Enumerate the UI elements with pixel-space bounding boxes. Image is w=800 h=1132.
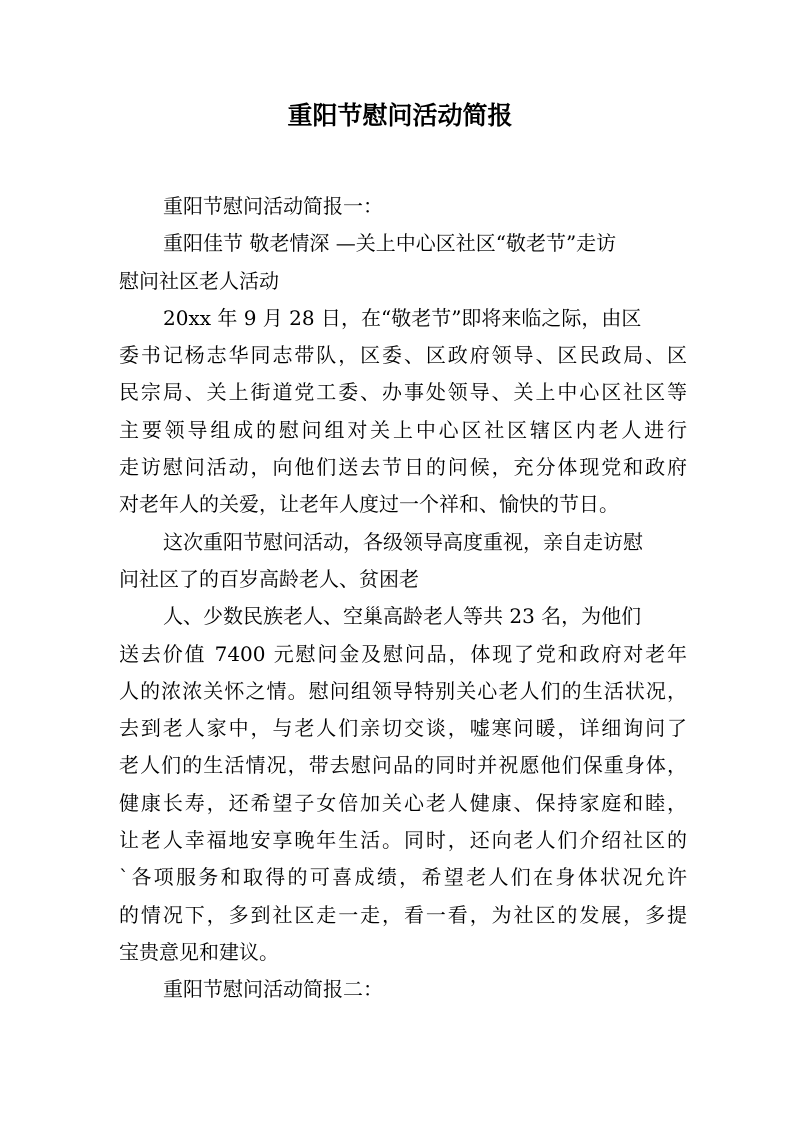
paragraph-line: 老人们的生活情况，带去慰问品的同时并祝愿他们保重身体， [119,753,687,778]
paragraph-line: `各项服务和取得的可喜成绩，希望老人们在身体状况允许 [119,865,687,890]
document-title: 重阳节慰问活动简报 [287,101,513,130]
paragraph-line: 人、少数民族老人、空巢高龄老人等共 23 名，为他们 [163,604,642,629]
section-heading: 重阳节慰问活动简报二： [163,977,383,1002]
paragraph-line: 这次重阳节慰问活动，各级领导高度重视，亲自走访慰 [163,529,643,554]
paragraph-line: 的情况下，多到社区走一走，看一看，为社区的发展，多提 [119,902,687,927]
document-body [119,188,687,1009]
paragraph-line: 送去价值 7400 元慰问金及慰问品，体现了党和政府对老年 [119,641,687,666]
paragraph-line: 民宗局、关上街道党工委、办事处领导、关上中心区社区等 [119,380,687,405]
paragraph-line: 20xx 年 9 月 28 日，在“敬老节”即将来临之际，由区 [163,305,642,330]
paragraph-line: 对老年人的关爱，让老年人度过一个祥和、愉快的节日。 [119,492,619,517]
paragraph-line: 宝贵意见和建议。 [119,939,279,964]
article-headline-continued: 慰问社区老人活动 [119,268,279,293]
paragraph-line: 让老人幸福地安享晚年生活。同时，还向老人们介绍社区的 [119,828,687,853]
paragraph-line: 人的浓浓关怀之情。慰问组领导特别关心老人们的生活状况， [119,678,687,703]
paragraph-line: 走访慰问活动，向他们送去节日的问候，充分体现党和政府 [119,455,687,480]
section-heading: 重阳节慰问活动简报一： [163,194,383,218]
paragraph-line: 主要领导组成的慰问组对关上中心区社区辖区内老人进行 [119,417,687,442]
paragraph-line: 健康长寿，还希望子女倍加关心老人健康、保持家庭和睦， [119,790,687,815]
paragraph-line: 委书记杨志华同志带队，区委、区政府领导、区民政局、区 [119,343,687,368]
paragraph-line: 去到老人家中，与老人们亲切交谈，嘘寒问暖，详细询问了 [119,716,687,741]
article-headline: 重阳佳节 敬老情深 —关上中心区社区“敬老节”走访 [163,231,617,256]
paragraph-line: 问社区了的百岁高龄老人、贫困老 [119,566,419,591]
